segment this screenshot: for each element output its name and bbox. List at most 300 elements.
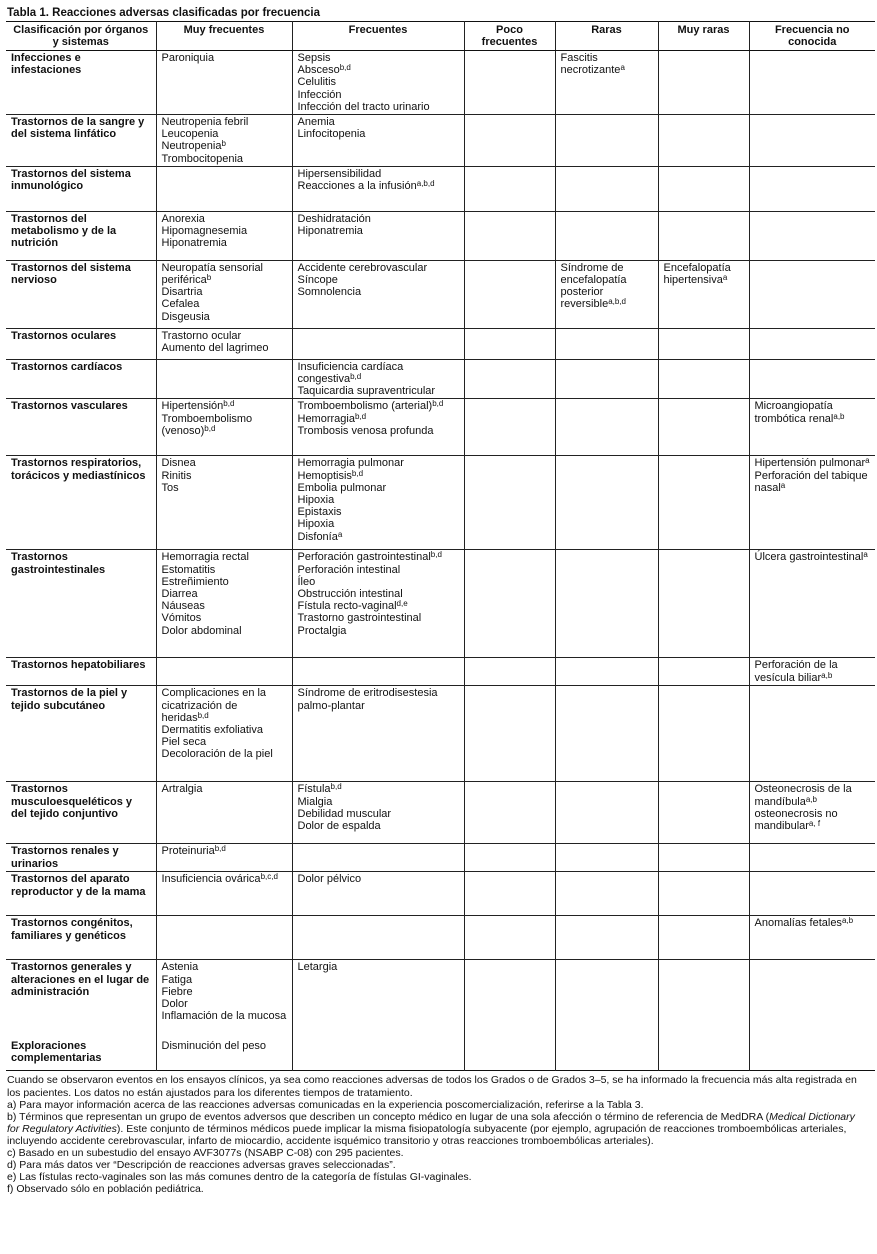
footnote-ref: a,b xyxy=(841,916,854,926)
muy-frecuentes-cell xyxy=(156,960,292,1039)
muy-raras-cell xyxy=(658,872,749,916)
muy-frecuentes-cell xyxy=(156,1039,292,1071)
table-row xyxy=(6,872,875,916)
raras-cell xyxy=(555,211,658,260)
frecuentes-cell xyxy=(292,916,464,960)
poco-frecuentes-cell xyxy=(464,686,555,782)
reaction-entry xyxy=(298,457,459,469)
organ-system-cell: Infecciones e infestaciones xyxy=(6,51,156,115)
no-conocida-cell xyxy=(749,211,875,260)
reaction-text: Hemorragia rectal xyxy=(161,551,249,564)
reaction-entry xyxy=(298,625,459,637)
muy-raras-cell xyxy=(658,456,749,550)
raras-cell xyxy=(555,166,658,211)
reaction-text: Dolor pélvico xyxy=(297,873,362,886)
reaction-text: Encefalopatía hipertensiva xyxy=(663,261,731,287)
frecuentes-cell xyxy=(292,328,464,359)
reaction-entry xyxy=(162,873,287,885)
reaction-text: Síncope xyxy=(297,274,338,287)
footnote-ref: b,d xyxy=(351,468,364,478)
poco-frecuentes-cell xyxy=(464,51,555,115)
footnote-text: b) Términos que representan un grupo de eventos adversos que describen un concepto médico en lugar de una sola afección o término de referencia de MedDRA ( xyxy=(7,1110,770,1123)
footnote-ref: a xyxy=(780,480,786,490)
reaction-text: Disfonía xyxy=(297,530,338,543)
frecuentes-cell xyxy=(292,260,464,328)
organ-system-cell: Trastornos de la sangre y del sistema linfático xyxy=(6,115,156,167)
raras-cell xyxy=(555,686,658,782)
organ-system-cell: Trastornos del sistema nervioso xyxy=(6,260,156,328)
reaction-text: Disminución del peso xyxy=(161,1039,267,1052)
reaction-entry xyxy=(162,470,287,482)
reaction-entry xyxy=(298,413,459,425)
raras-cell xyxy=(555,916,658,960)
no-conocida-cell xyxy=(749,328,875,359)
organ-system-cell: Trastornos de la piel y tejido subcutáneo xyxy=(6,686,156,782)
reaction-text: Letargia xyxy=(297,961,338,974)
reaction-entry xyxy=(755,917,871,929)
footnote-ref: b,d xyxy=(354,411,367,421)
organ-system-cell: Trastornos generales y alteraciones en el lugar de administración xyxy=(6,960,156,1039)
poco-frecuentes-cell xyxy=(464,399,555,456)
reaction-entry xyxy=(162,400,287,412)
footnote-ref: b,d xyxy=(430,550,442,560)
reaction-entry xyxy=(298,961,459,973)
no-conocida-cell xyxy=(749,550,875,658)
reaction-entry xyxy=(162,724,287,736)
raras-cell xyxy=(555,399,658,456)
poco-frecuentes-cell xyxy=(464,658,555,686)
reaction-text: Dolor de espalda xyxy=(297,820,381,833)
no-conocida-cell xyxy=(749,916,875,960)
reaction-text: Hiponatremia xyxy=(297,225,363,238)
reaction-entry xyxy=(298,600,459,612)
organ-system-cell: Trastornos del metabolismo y de la nutrición xyxy=(6,211,156,260)
frecuentes-cell xyxy=(292,550,464,658)
footnote-ref: a,b,d xyxy=(608,297,626,307)
muy-raras-cell xyxy=(658,359,749,399)
reaction-text: Epistaxis xyxy=(297,506,342,519)
reaction-entry xyxy=(162,342,287,354)
muy-raras-cell xyxy=(658,782,749,844)
raras-cell xyxy=(555,550,658,658)
reaction-entry xyxy=(298,116,459,128)
raras-cell xyxy=(555,872,658,916)
organ-system-cell: Trastornos renales y urinarios xyxy=(6,844,156,872)
muy-raras-cell xyxy=(658,960,749,1039)
footnote-ref: b xyxy=(221,139,226,149)
table-row xyxy=(6,359,875,399)
organ-system-cell: Trastornos congénitos, familiares y genéticos xyxy=(6,916,156,960)
reaction-text: Estreñimiento xyxy=(161,575,229,588)
reaction-text: Decoloración de la piel xyxy=(161,748,273,761)
reaction-text: Perforación de la vesícula biliar xyxy=(754,659,838,684)
reaction-text: Celulitis xyxy=(297,76,337,89)
reaction-entry xyxy=(298,425,459,437)
reaction-text: Náuseas xyxy=(161,600,205,613)
reaction-text: Hipertensión xyxy=(161,400,224,413)
organ-system-cell: Trastornos del aparato reproductor y de la mama xyxy=(6,872,156,916)
reaction-entry xyxy=(755,783,871,807)
reaction-entry xyxy=(298,76,459,88)
table-row xyxy=(6,844,875,872)
reaction-text: Insuficiencia ovárica xyxy=(161,873,261,886)
muy-frecuentes-cell xyxy=(156,260,292,328)
table-row xyxy=(6,166,875,211)
muy-frecuentes-cell xyxy=(156,686,292,782)
footnote-ref: b,d xyxy=(223,399,235,409)
poco-frecuentes-cell xyxy=(464,328,555,359)
no-conocida-cell xyxy=(749,51,875,115)
header-cell: Frecuencia no conocida xyxy=(749,22,875,51)
reaction-text: Infección xyxy=(297,88,342,101)
reaction-entry xyxy=(298,274,459,286)
reaction-entry xyxy=(298,588,459,600)
reaction-entry xyxy=(162,687,287,724)
reaction-entry xyxy=(298,494,459,506)
reaction-entry xyxy=(162,612,287,624)
no-conocida-cell xyxy=(749,782,875,844)
reaction-text: Diarrea xyxy=(161,588,198,601)
footnote-ref: a,b xyxy=(805,794,817,804)
reaction-entry xyxy=(162,330,287,342)
frecuentes-cell xyxy=(292,686,464,782)
reaction-entry xyxy=(298,64,459,76)
footnote: a) Para mayor información acerca de las reacciones adversas comunicadas en la experiencia poscomercialización, referirse a la Tabla 3. xyxy=(7,1098,644,1111)
reaction-entry xyxy=(162,140,287,152)
table-row xyxy=(6,328,875,359)
table-body xyxy=(6,51,875,1071)
reaction-entry xyxy=(561,52,653,76)
organ-system-cell: Trastornos cardíacos xyxy=(6,359,156,399)
muy-raras-cell xyxy=(658,844,749,872)
table-row xyxy=(6,686,875,782)
footnote-text: ). Este conjunto de términos médicos puede implicar la misma fisiopatología subyacente (por ejemplo, agrupación de reacciones tromboembólicas arteriales, incluyendo accidente cerebrovascular, infarto de miocardio, accidente isquémico transitorio y otras reacciones tromboembólicas arteriales). xyxy=(7,1122,847,1147)
reaction-entry xyxy=(162,225,287,237)
reaction-text: Absceso xyxy=(297,64,340,77)
footnote: c) Basado en un subestudio del ensayo AVF3077s (NSABP C-08) con 295 pacientes. xyxy=(7,1147,404,1159)
raras-cell xyxy=(555,51,658,115)
reaction-entry xyxy=(298,531,459,543)
raras-cell xyxy=(555,456,658,550)
reaction-entry xyxy=(755,551,871,563)
footnote-ref: b,d xyxy=(214,844,226,854)
organ-system-cell: Trastornos musculoesqueléticos y del tejido conjuntivo xyxy=(6,782,156,844)
poco-frecuentes-cell xyxy=(464,211,555,260)
reaction-text: Perforación gastrointestinal xyxy=(297,551,431,564)
footnote: Cuando se observaron eventos en los ensayos clínicos, ya sea como reacciones adversas de todos los Grados o de Grados 3–5, se ha informado la frecuencia más alta registrada en los pacientes. Los datos no están ajustados para los diferentes tiempos de tratamiento. xyxy=(7,1074,857,1099)
footnote-ref: b,d xyxy=(432,399,444,409)
footnote-ref: b,d xyxy=(350,372,362,382)
footnote-ref: a,b xyxy=(821,670,833,680)
no-conocida-cell xyxy=(749,1039,875,1071)
table-header-row xyxy=(6,22,875,51)
reaction-entry xyxy=(162,116,287,128)
reaction-text: Taquicardia supraventricular xyxy=(297,385,436,398)
reaction-entry xyxy=(298,808,459,820)
no-conocida-cell xyxy=(749,166,875,211)
reaction-text: Dolor abdominal xyxy=(161,624,242,637)
reaction-text: Tromboembolismo (venoso) xyxy=(161,412,253,437)
frecuentes-cell xyxy=(292,844,464,872)
footnote-ref: b,d xyxy=(339,63,351,73)
organ-system-cell: Exploraciones complementarias xyxy=(6,1039,156,1071)
table-row xyxy=(6,550,875,658)
raras-cell xyxy=(555,115,658,167)
footnote-ref: b xyxy=(206,273,212,283)
reaction-text: Anomalías fetales xyxy=(754,917,842,930)
no-conocida-cell xyxy=(749,115,875,167)
muy-frecuentes-cell xyxy=(156,328,292,359)
reaction-text: Osteonecrosis de la mandíbula xyxy=(754,783,852,808)
muy-raras-cell xyxy=(658,399,749,456)
reaction-entry xyxy=(298,128,459,140)
reaction-text: Perforación intestinal xyxy=(297,563,401,576)
muy-frecuentes-cell xyxy=(156,550,292,658)
reaction-text: Artralgia xyxy=(161,783,203,796)
table-row xyxy=(6,260,875,328)
footnote-ref: a,b,d xyxy=(416,179,435,189)
table-row xyxy=(6,456,875,550)
reaction-text: Trombosis venosa profunda xyxy=(297,424,434,437)
reaction-text: Estomatitis xyxy=(161,563,216,576)
footnote-ref: b,d xyxy=(330,782,342,792)
reaction-text: Astenia xyxy=(161,961,199,974)
reaction-text: Trastorno gastrointestinal xyxy=(297,612,422,625)
reaction-entry xyxy=(755,457,871,469)
poco-frecuentes-cell xyxy=(464,166,555,211)
reaction-text: Hiponatremia xyxy=(161,237,227,250)
reaction-entry xyxy=(298,89,459,101)
reaction-entry xyxy=(298,101,459,113)
footnote-ref: a xyxy=(863,550,868,560)
table-row xyxy=(6,399,875,456)
reaction-entry xyxy=(162,736,287,748)
frecuentes-cell xyxy=(292,399,464,456)
reaction-text: Linfocitopenia xyxy=(297,128,366,141)
reaction-entry xyxy=(298,506,459,518)
reaction-entry xyxy=(162,482,287,494)
reaction-entry xyxy=(755,470,871,494)
reaction-entry xyxy=(298,286,459,298)
muy-frecuentes-cell xyxy=(156,399,292,456)
muy-raras-cell xyxy=(658,658,749,686)
reaction-text: Cefalea xyxy=(161,298,200,311)
reaction-entry xyxy=(162,286,287,298)
poco-frecuentes-cell xyxy=(464,359,555,399)
muy-frecuentes-cell xyxy=(156,359,292,399)
muy-raras-cell xyxy=(658,115,749,167)
table-row xyxy=(6,916,875,960)
muy-raras-cell xyxy=(658,328,749,359)
reaction-entry xyxy=(162,564,287,576)
reaction-entry xyxy=(298,820,459,832)
organ-system-cell: Trastornos oculares xyxy=(6,328,156,359)
organ-system-cell: Trastornos respiratorios, torácicos y mediastínicos xyxy=(6,456,156,550)
reaction-entry xyxy=(162,551,287,563)
muy-frecuentes-cell xyxy=(156,51,292,115)
table-row xyxy=(6,211,875,260)
footnote-ref: b,d xyxy=(204,423,216,433)
frecuentes-cell xyxy=(292,359,464,399)
reaction-entry xyxy=(298,687,459,711)
frecuentes-cell xyxy=(292,115,464,167)
reaction-entry xyxy=(755,659,871,683)
muy-raras-cell xyxy=(658,1039,749,1071)
reaction-entry xyxy=(162,413,287,437)
reaction-text: Debilidad muscular xyxy=(297,807,392,820)
frecuentes-cell xyxy=(292,872,464,916)
reaction-entry xyxy=(298,564,459,576)
reaction-entry xyxy=(298,576,459,588)
reaction-text: Mialgia xyxy=(297,795,333,808)
reaction-text: Úlcera gastrointestinal xyxy=(754,551,864,564)
reaction-text: Tos xyxy=(161,481,179,494)
footnote-emphasis: Medical Dictionary for Regulatory Activities xyxy=(7,1110,855,1135)
reaction-text: Paroniquia xyxy=(161,52,215,64)
reaction-text: Tromboembolismo (arterial) xyxy=(297,400,433,413)
table-row xyxy=(6,960,875,1039)
reaction-text: Deshidratación xyxy=(297,212,371,225)
footnote: e) Las fístulas recto-vaginales son las más comunes dentro de la categoría de fístulas GI-vaginales. xyxy=(7,1171,472,1184)
reaction-entry xyxy=(162,961,287,973)
reaction-text: Hipersensibilidad xyxy=(297,167,382,180)
frecuentes-cell xyxy=(292,1039,464,1071)
table-row xyxy=(6,782,875,844)
reaction-entry xyxy=(162,998,287,1010)
reaction-text: Reacciones a la infusión xyxy=(297,180,417,193)
reaction-entry xyxy=(298,482,459,494)
muy-raras-cell xyxy=(658,51,749,115)
muy-frecuentes-cell xyxy=(156,782,292,844)
reaction-text: Hipoxia xyxy=(297,518,335,531)
reaction-entry xyxy=(561,262,653,311)
reaction-entry xyxy=(162,600,287,612)
poco-frecuentes-cell xyxy=(464,960,555,1039)
reaction-text: Íleo xyxy=(297,575,316,588)
document xyxy=(6,6,873,1195)
reaction-entry xyxy=(298,873,459,885)
reaction-entry xyxy=(162,213,287,225)
muy-raras-cell xyxy=(658,260,749,328)
reaction-text: Insuficiencia cardíaca congestiva xyxy=(297,360,404,386)
reaction-text: Aumento del lagrimeo xyxy=(161,342,269,355)
raras-cell xyxy=(555,960,658,1039)
reaction-text: Trombocitopenia xyxy=(161,152,244,165)
reaction-entry xyxy=(162,748,287,760)
footnote-ref: b,d xyxy=(197,710,209,720)
reaction-text: Anorexia xyxy=(161,212,205,225)
reaction-text: Sepsis xyxy=(297,52,331,64)
reaction-entry xyxy=(298,262,459,274)
muy-frecuentes-cell xyxy=(156,844,292,872)
reaction-text: Fatiga xyxy=(161,973,193,986)
reaction-entry xyxy=(298,470,459,482)
reaction-entry xyxy=(298,796,459,808)
reaction-text: Neutropenia xyxy=(161,140,222,153)
muy-frecuentes-cell xyxy=(156,211,292,260)
poco-frecuentes-cell xyxy=(464,782,555,844)
raras-cell xyxy=(555,1039,658,1071)
table-caption: Tabla 1. Reacciones adversas clasificadas por frecuencia xyxy=(7,7,321,19)
no-conocida-cell xyxy=(749,359,875,399)
footnote: d) Para más datos ver “Descripción de reacciones adversas graves seleccionadas”. xyxy=(7,1159,396,1172)
reaction-text: Proctalgia xyxy=(297,624,347,637)
reaction-text: Leucopenia xyxy=(161,128,219,141)
reaction-text: Vómitos xyxy=(161,612,202,625)
reaction-entry xyxy=(664,262,744,286)
muy-raras-cell xyxy=(658,211,749,260)
organ-system-cell: Trastornos del sistema inmunológico xyxy=(6,166,156,211)
frecuentes-cell xyxy=(292,960,464,1039)
poco-frecuentes-cell xyxy=(464,115,555,167)
muy-frecuentes-cell xyxy=(156,166,292,211)
poco-frecuentes-cell xyxy=(464,260,555,328)
muy-frecuentes-cell xyxy=(156,872,292,916)
reaction-text: Anemia xyxy=(297,116,335,129)
no-conocida-cell xyxy=(749,686,875,782)
reaction-text: Complicaciones en la cicatrización de heridas xyxy=(161,687,267,724)
muy-frecuentes-cell xyxy=(156,456,292,550)
reaction-text: Disartria xyxy=(161,286,203,299)
no-conocida-cell xyxy=(749,872,875,916)
reaction-entry xyxy=(298,225,459,237)
footnote-ref: a,b xyxy=(833,411,845,421)
reaction-entry xyxy=(162,237,287,249)
reaction-entry xyxy=(298,52,459,64)
footnote-ref: a xyxy=(620,63,625,73)
reaction-entry xyxy=(162,262,287,286)
reaction-text: Piel seca xyxy=(161,736,207,749)
organ-system-cell: Trastornos gastrointestinales xyxy=(6,550,156,658)
table-row xyxy=(6,51,875,115)
footnote-ref: a xyxy=(337,529,343,539)
reaction-entry xyxy=(298,361,459,385)
table-row xyxy=(6,115,875,167)
reaction-text: Hemoptisis xyxy=(297,469,352,482)
no-conocida-cell xyxy=(749,658,875,686)
poco-frecuentes-cell xyxy=(464,456,555,550)
frecuentes-cell xyxy=(292,51,464,115)
footnote: f) Observado sólo en población pediátrica. xyxy=(7,1183,204,1196)
reaction-text: Hipomagnesemia xyxy=(161,225,248,238)
header-cell: Raras xyxy=(555,22,658,51)
reaction-text: Fascitis necrotizante xyxy=(560,52,621,77)
footnotes xyxy=(7,1074,869,1195)
muy-raras-cell xyxy=(658,916,749,960)
reaction-entry xyxy=(162,153,287,165)
reaction-entry xyxy=(298,213,459,225)
reaction-text: Síndrome de eritrodisestesia palmo-plantar xyxy=(297,687,438,712)
reaction-entry xyxy=(755,808,871,832)
poco-frecuentes-cell xyxy=(464,916,555,960)
reaction-text: Disgeusia xyxy=(161,310,210,323)
muy-raras-cell xyxy=(658,686,749,782)
muy-frecuentes-cell xyxy=(156,115,292,167)
header-cell: Poco frecuentes xyxy=(464,22,555,51)
organ-system-cell: Trastornos hepatobiliares xyxy=(6,658,156,686)
poco-frecuentes-cell xyxy=(464,872,555,916)
reaction-text: Dolor xyxy=(161,998,188,1011)
raras-cell xyxy=(555,328,658,359)
footnote-ref: a, f xyxy=(808,819,821,829)
reaction-text: Neuropatía sensorial periférica xyxy=(161,261,264,287)
adverse-reactions-table xyxy=(6,21,875,1071)
reaction-entry xyxy=(162,1010,287,1022)
poco-frecuentes-cell xyxy=(464,844,555,872)
reaction-entry xyxy=(298,551,459,563)
reaction-text: Infección del tracto urinario xyxy=(297,100,430,113)
raras-cell xyxy=(555,782,658,844)
